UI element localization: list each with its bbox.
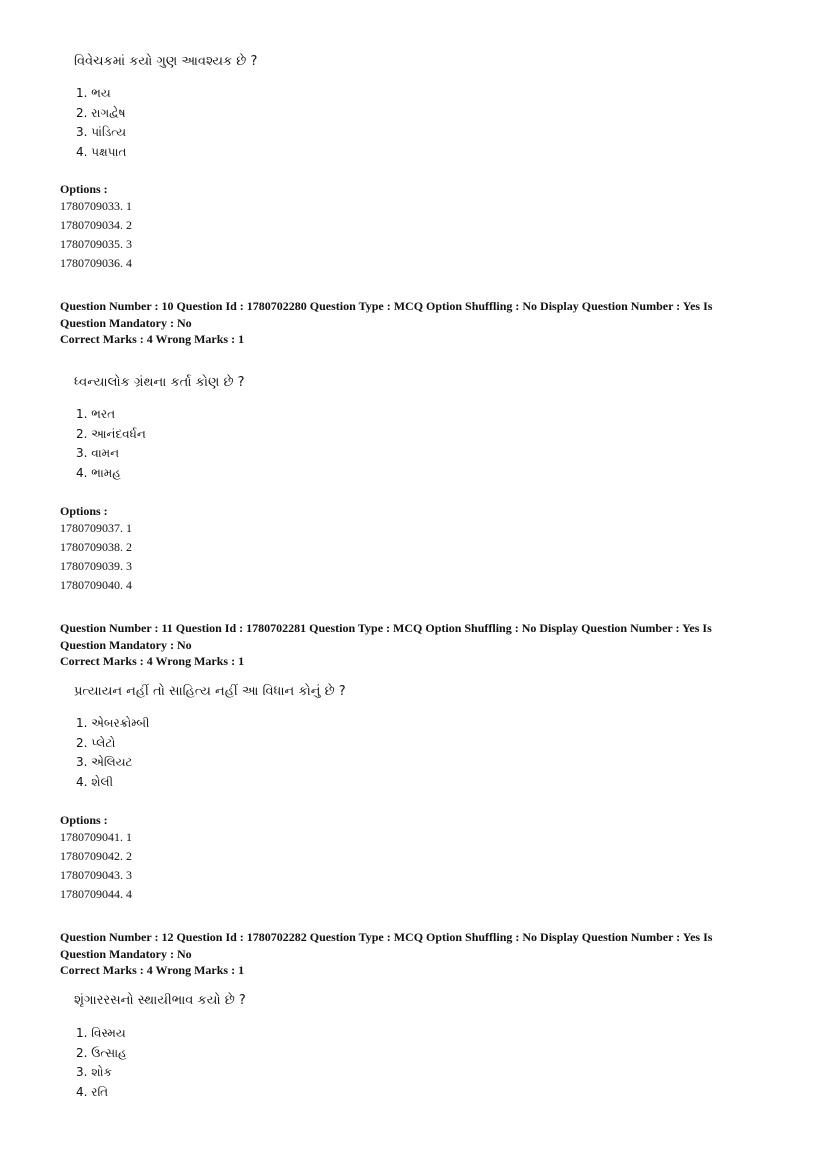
option-id: 1780709039. 3 <box>60 559 132 573</box>
option-id: 1780709043. 3 <box>60 868 132 882</box>
option-id: 1780709040. 4 <box>60 578 132 592</box>
choice-item: 4. શેલી <box>76 774 114 789</box>
question-meta: Question Number : 12 Question Id : 1780702282 Question Type : MCQ Option Shuffling : No Display Question Number : Yes Is <box>60 930 713 944</box>
choice-item: 3. એલિયટ <box>76 755 133 769</box>
choice-item: 1. વિસ્મય <box>76 1026 126 1040</box>
choice-item: 4. રતિ <box>76 1084 109 1099</box>
question-11-options <box>60 813 760 904</box>
options-label: Options : <box>60 182 108 196</box>
option-id: 1780709038. 2 <box>60 540 132 554</box>
question-marks: Correct Marks : 4 Wrong Marks : 1 <box>60 654 245 668</box>
question-mandatory: Question Mandatory : No <box>60 946 192 961</box>
choice-item: 3. શોક <box>76 1065 112 1079</box>
question-12-header <box>60 929 760 979</box>
choice-item: 4. પક્ષપાત <box>76 144 127 159</box>
question-9-options <box>60 182 760 273</box>
question-12-text: શૃંગારરસનો સ્થાયીભાવ કયો છે ? <box>74 993 246 1008</box>
option-id: 1780709037. 1 <box>60 521 132 535</box>
question-11-text: પ્રત્યાયન નહીં તો સાહિત્ય નહીં આ વિધાન કોનું છે ? <box>74 684 346 699</box>
question-9-choices <box>76 84 126 162</box>
option-id: 1780709041. 1 <box>60 830 132 844</box>
choice-item: 2. ઉત્સાહ <box>76 1045 127 1060</box>
choice-item: 2. આનંદવર્ધન <box>76 426 146 441</box>
choice-item: 4. ભામહ <box>76 465 121 480</box>
options-label: Options : <box>60 504 108 518</box>
choice-item: 1. ભરત <box>76 407 116 421</box>
option-id: 1780709033. 1 <box>60 199 132 213</box>
choice-item: 3. વામન <box>76 446 120 460</box>
option-id: 1780709036. 4 <box>60 256 132 270</box>
question-10-choices <box>76 405 146 483</box>
option-id: 1780709034. 2 <box>60 218 132 232</box>
question-9-text: વિવેચકમાં કયો ગુણ આવશ્યક છે ? <box>74 54 258 69</box>
choice-item: 2. રાગદ્વેષ <box>76 105 126 120</box>
question-11-header <box>60 620 760 670</box>
question-meta: Question Number : 11 Question Id : 1780702281 Question Type : MCQ Option Shuffling : No Display Question Number : Yes Is <box>60 621 712 635</box>
option-id: 1780709044. 4 <box>60 887 132 901</box>
choice-item: 3. પાંડિત્ય <box>76 125 127 139</box>
question-10-options <box>60 504 760 595</box>
choice-item: 1. એબરક્રોમ્બી <box>76 716 150 730</box>
question-mandatory: Question Mandatory : No <box>60 315 192 330</box>
option-id: 1780709042. 2 <box>60 849 132 863</box>
question-10-text: ધ્વન્યાલોક ગ્રંથના કર્તા કોણ છે ? <box>74 375 245 390</box>
question-10-header <box>60 298 760 348</box>
question-mandatory: Question Mandatory : No <box>60 637 192 652</box>
options-label: Options : <box>60 813 108 827</box>
question-meta: Question Number : 10 Question Id : 1780702280 Question Type : MCQ Option Shuffling : No Display Question Number : Yes Is <box>60 299 713 313</box>
choice-item: 1. ભય <box>76 86 111 100</box>
question-marks: Correct Marks : 4 Wrong Marks : 1 <box>60 963 245 977</box>
question-12-choices <box>76 1024 127 1102</box>
option-id: 1780709035. 3 <box>60 237 132 251</box>
question-marks: Correct Marks : 4 Wrong Marks : 1 <box>60 332 245 346</box>
question-11-choices <box>76 714 149 792</box>
choice-item: 2. પ્લેટો <box>76 735 116 750</box>
